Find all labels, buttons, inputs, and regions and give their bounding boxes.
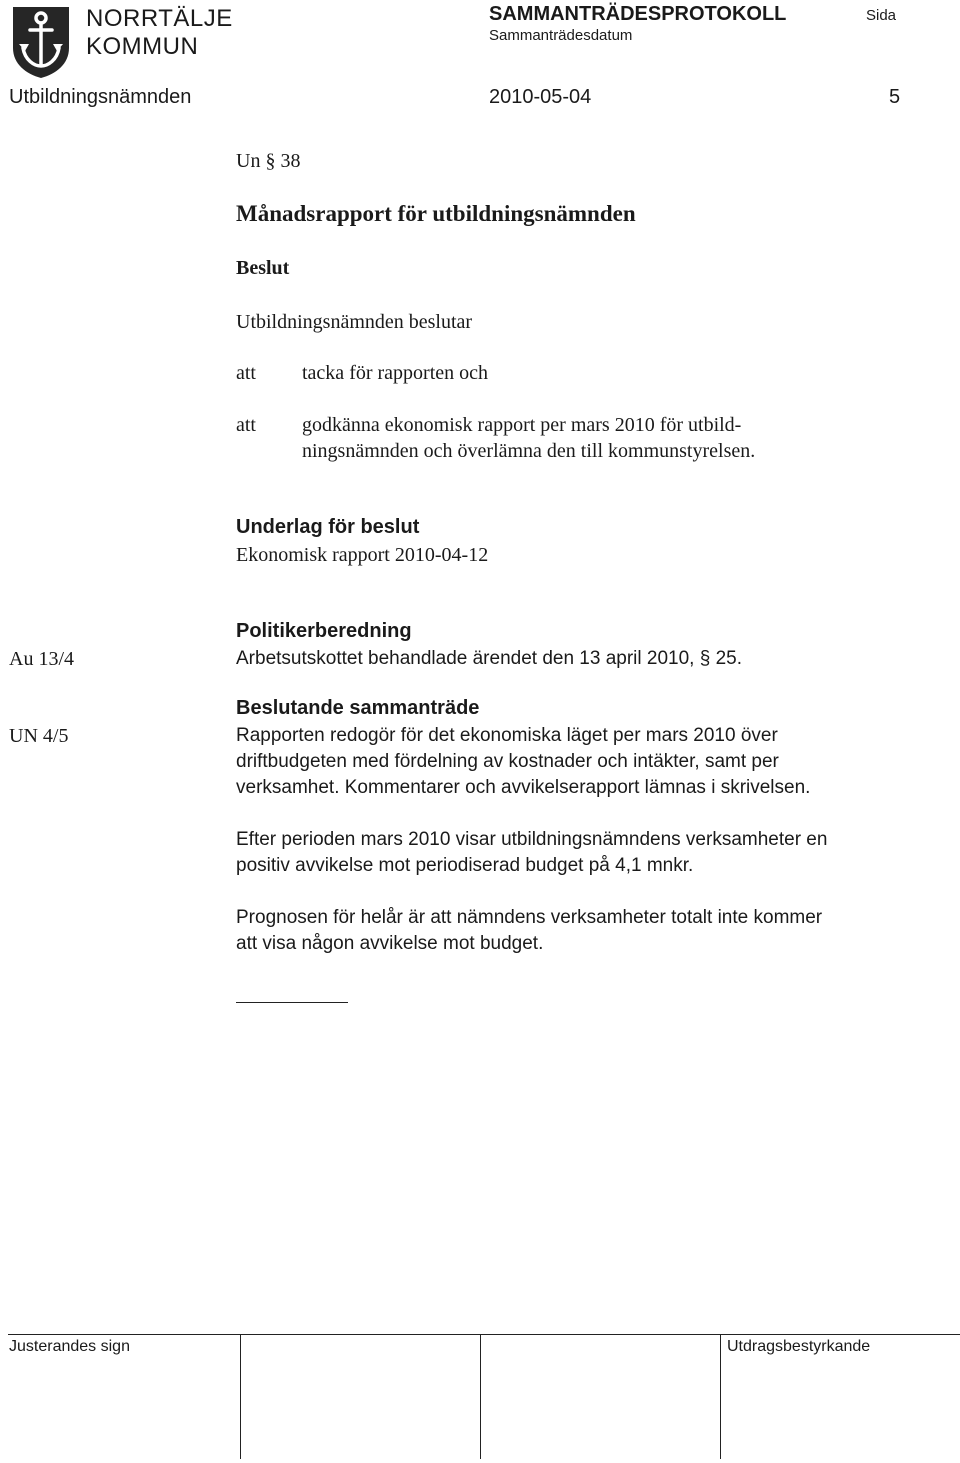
- meeting-date: 2010-05-04: [489, 86, 592, 108]
- decision-line: tacka för rapporten och: [302, 362, 489, 384]
- document-type: SAMMANTRÄDESPROTOKOLL: [489, 3, 787, 25]
- decision-line: godkänna ekonomisk rapport per mars 2010 för utbild-: [302, 414, 742, 436]
- meeting-margin-note: UN 4/5: [9, 725, 69, 747]
- footer-column-divider: [240, 1335, 241, 1459]
- forecast-paragraph: [236, 905, 886, 957]
- org-name-line1: NORRTÄLJE: [86, 5, 233, 32]
- footer-column-divider: [720, 1335, 721, 1459]
- paragraph-line: positiv avvikelse mot periodiserad budget på 4,1 mnkr.: [236, 855, 694, 876]
- page-caption: Sida: [866, 7, 897, 24]
- item-title: Månadsrapport för utbildningsnämnden: [236, 201, 636, 226]
- paragraph-line: Rapporten redogör för det ekonomiska läget per mars 2010 över: [236, 725, 778, 746]
- anchor-shield-icon: [10, 4, 72, 80]
- paragraph-line: verksamhet. Kommentarer och avvikelserapport lämnas i skrivelsen.: [236, 777, 811, 798]
- paragraph-reference: Un § 38: [236, 150, 301, 172]
- date-caption: Sammanträdesdatum: [489, 27, 633, 44]
- decision-marker: att: [236, 414, 256, 436]
- org-name-line2: KOMMUN: [86, 33, 199, 60]
- committee-name: Utbildningsnämnden: [9, 86, 192, 108]
- decision-heading: Beslut: [236, 257, 290, 279]
- paragraph-line: att visa någon avvikelse mot budget.: [236, 933, 544, 954]
- footer-column-divider: [480, 1335, 481, 1459]
- decision-intro: Utbildningsnämnden beslutar: [236, 311, 473, 333]
- extract-certification-label: Utdragsbestyrkande: [727, 1338, 871, 1355]
- footer-divider: [8, 1334, 960, 1335]
- preparation-heading: Politikerberedning: [236, 620, 412, 642]
- signature-label: Justerandes sign: [9, 1338, 130, 1355]
- paragraph-line: Prognosen för helår är att nämndens verksamheter totalt inte kommer: [236, 907, 823, 928]
- result-paragraph: [236, 827, 886, 879]
- page-number: 5: [889, 86, 901, 108]
- preparation-text: Arbetsutskottet behandlade ärendet den 13 april 2010, § 25.: [236, 648, 742, 669]
- decision-marker: att: [236, 362, 256, 384]
- basis-text: Ekonomisk rapport 2010-04-12: [236, 544, 489, 566]
- meeting-heading: Beslutande sammanträde: [236, 697, 480, 719]
- decision-line: ningsnämnden och överlämna den till kommunstyrelsen.: [302, 440, 756, 462]
- paragraph-line: driftbudgeten med fördelning av kostnader och intäkter, samt per: [236, 751, 779, 772]
- meeting-paragraph: [236, 723, 886, 801]
- end-rule: [236, 1002, 348, 1003]
- basis-heading: Underlag för beslut: [236, 516, 420, 538]
- preparation-margin-note: Au 13/4: [9, 648, 74, 670]
- paragraph-line: Efter perioden mars 2010 visar utbildningsnämndens verksamheter en: [236, 829, 828, 850]
